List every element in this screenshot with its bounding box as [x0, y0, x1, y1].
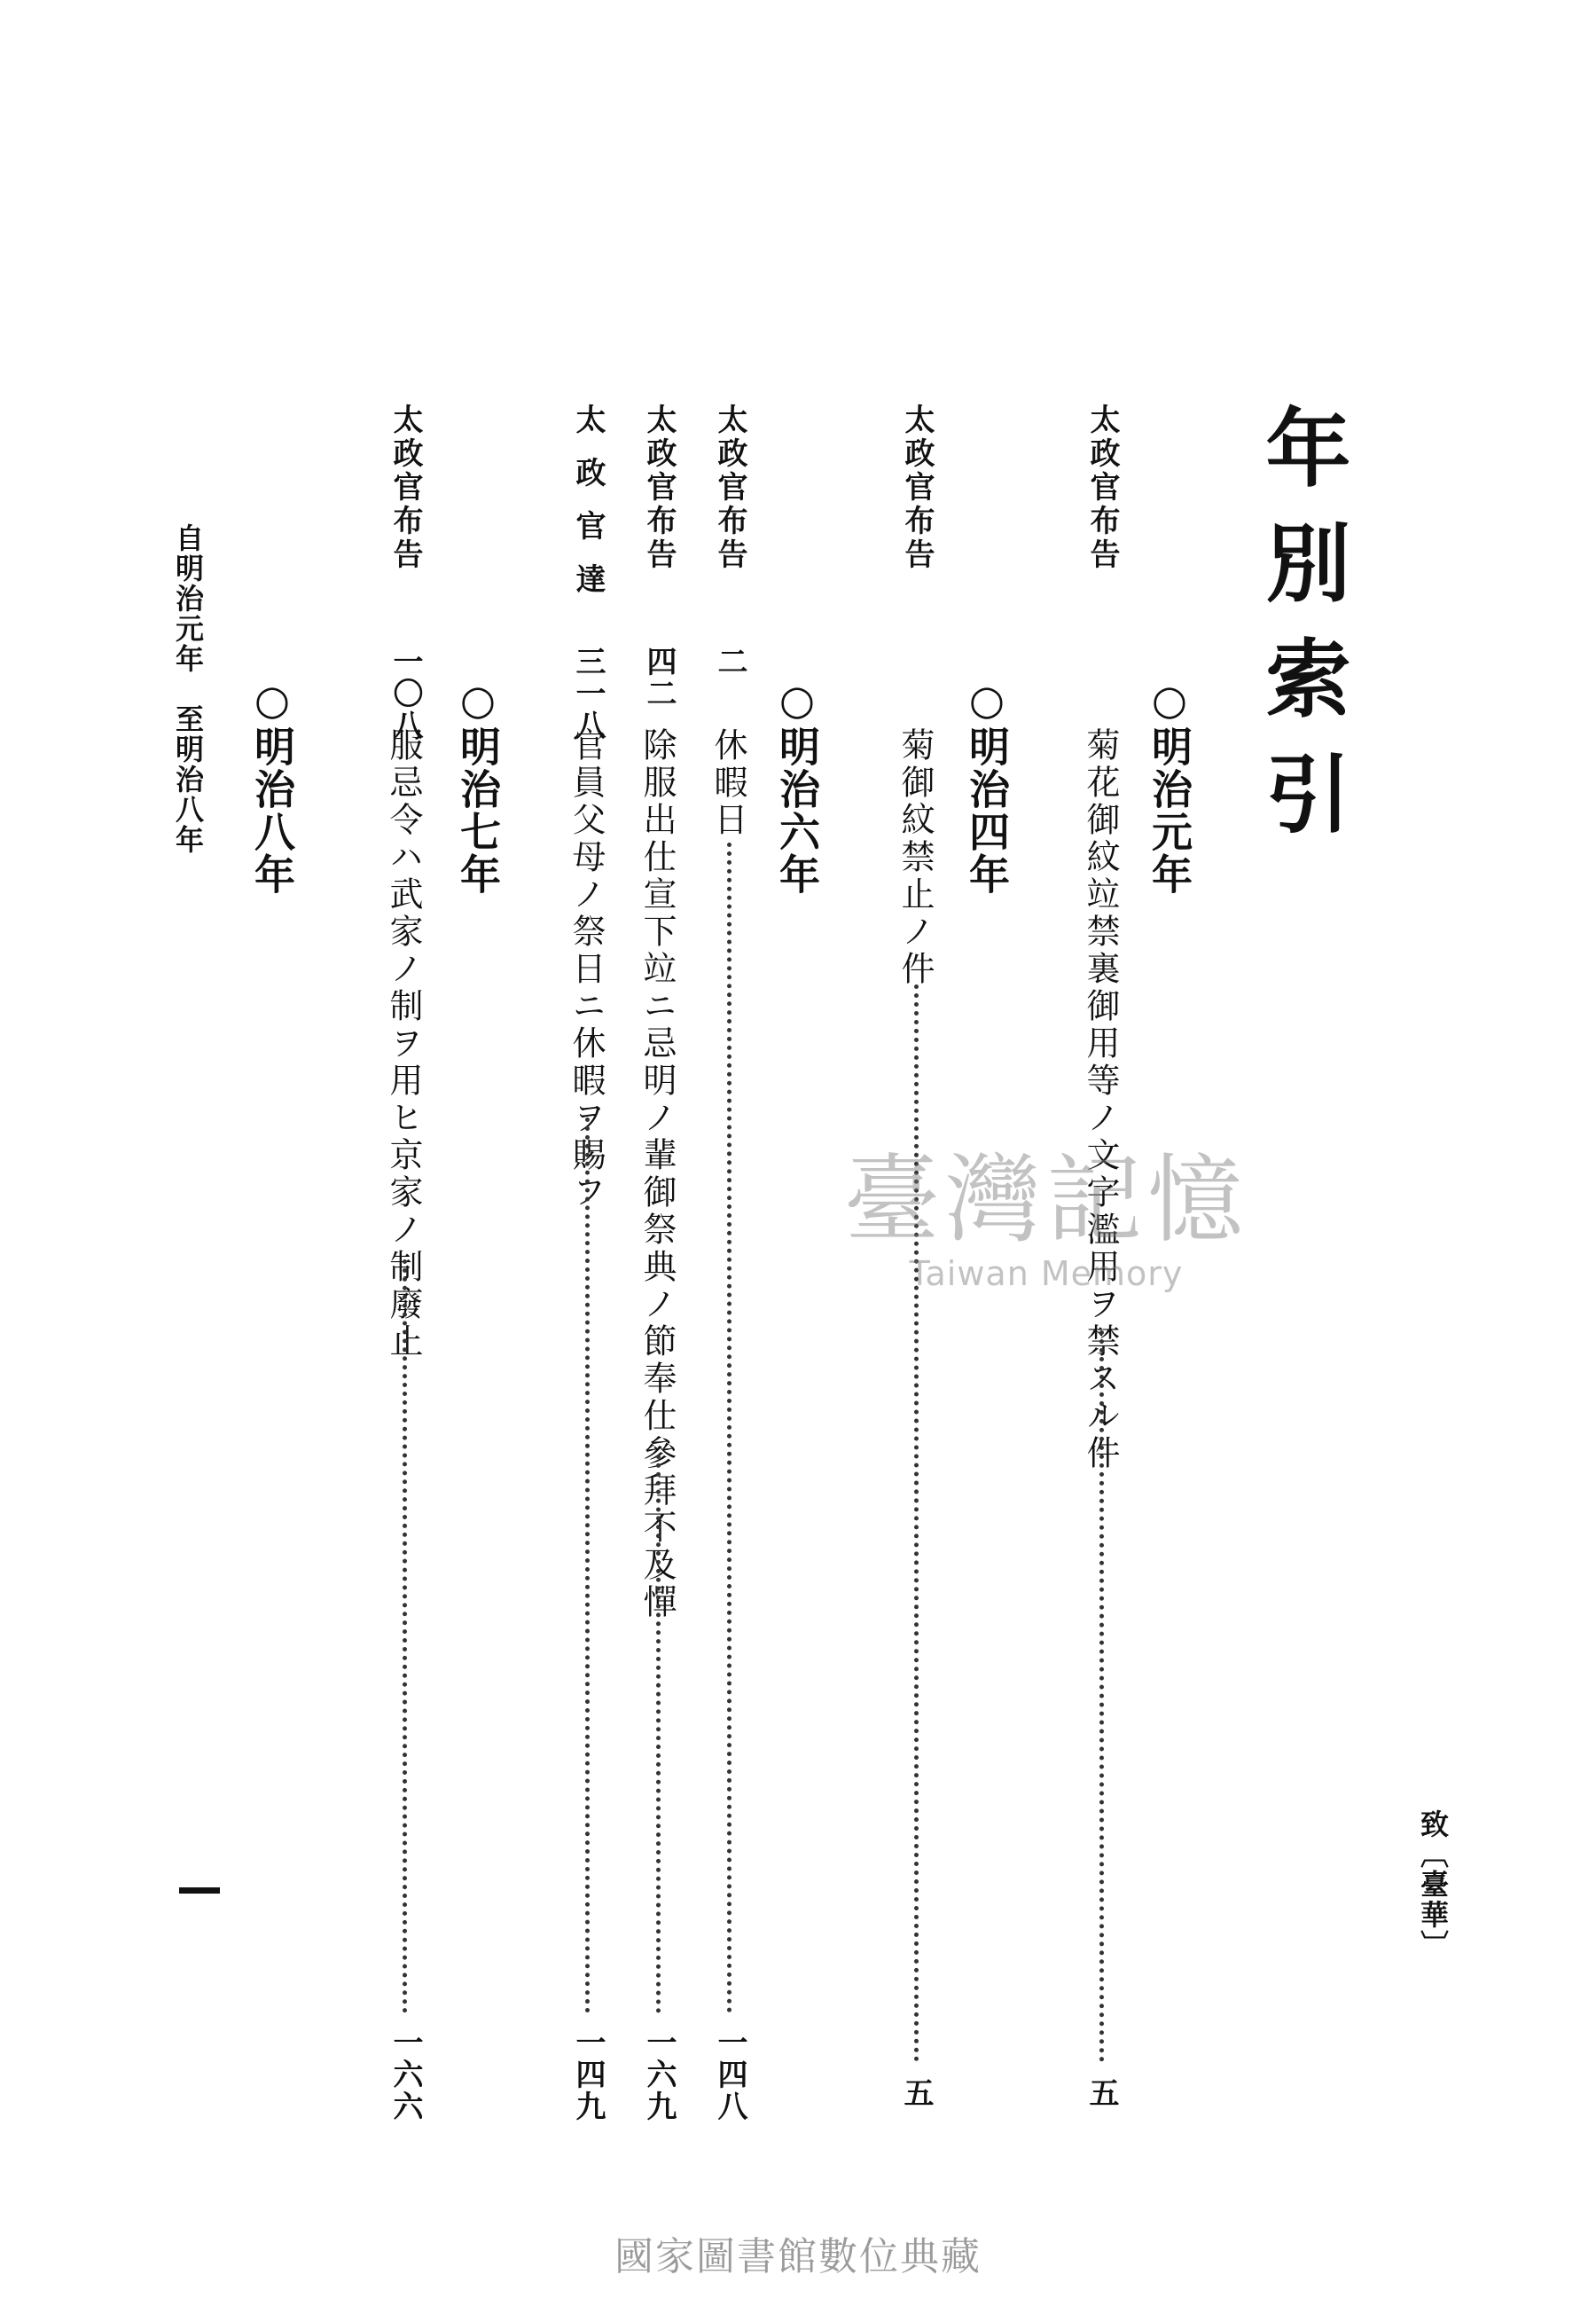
- year-heading-meiji-7: ○明治七年: [454, 676, 502, 896]
- entry-source: 太政官布告: [1084, 404, 1120, 572]
- entry-source: 太政官布告: [387, 404, 423, 572]
- dot-leader: [727, 843, 732, 2013]
- entry-text: 除服出仕宣下竝ニ忌明ノ輩御祭典ノ節奉仕參拜不及憚: [638, 727, 677, 1621]
- page-mark: [179, 1887, 220, 1894]
- entry-number: 三一八: [570, 646, 606, 741]
- entry-text: 服忌令ハ武家ノ制ヲ用ヒ京家ノ制廢止: [384, 727, 423, 1361]
- dot-leader: [1099, 1330, 1104, 2062]
- entry-text: 休暇日: [708, 727, 747, 839]
- page-title: 年別索引: [1252, 404, 1352, 865]
- dot-leader: [403, 1259, 407, 2013]
- entry-number: 二: [712, 646, 747, 678]
- year-heading-meiji-8: ○明治八年: [248, 676, 296, 896]
- entry-text: 菊御紋禁止ノ件: [896, 727, 935, 988]
- entry-source: 太政官布告: [899, 404, 935, 572]
- entry-number: 一〇八: [387, 646, 423, 741]
- running-head: 自明治元年 至明治八年: [171, 523, 205, 855]
- entry-page: 一六九: [641, 2027, 677, 2122]
- year-heading-meiji-4: ○明治四年: [963, 676, 1011, 896]
- entry-page: 一四八: [712, 2027, 747, 2122]
- entry-number: 四二: [641, 646, 677, 710]
- dot-leader: [914, 984, 919, 2062]
- footer-credit: 國家圖書館數位典藏: [614, 2234, 982, 2279]
- entry-source: 太政官布告: [712, 404, 747, 572]
- dot-leader: [585, 1118, 590, 2013]
- entry-text: 菊花御紋竝禁裏御用等ノ文字濫用ヲ禁スル件: [1081, 727, 1120, 1472]
- entry-page: 五: [898, 2077, 934, 2109]
- year-heading-meiji-1: ○明治元年: [1146, 676, 1193, 896]
- watermark-english: Taiwan Memory: [909, 1253, 1184, 1293]
- entry-page: 一四九: [570, 2027, 606, 2122]
- entry-text: 官員父母ノ祭日ニ休暇ヲ賜フ: [567, 727, 606, 1212]
- side-label: 致〔臺華〕: [1416, 1809, 1450, 1960]
- entry-source: 太政官布告: [641, 404, 677, 572]
- entry-page: 五: [1084, 2077, 1119, 2109]
- dot-leader: [656, 1455, 661, 2013]
- watermark-text: 臺灣記憶: [843, 1145, 1248, 1256]
- watermark-logo: [798, 1145, 1295, 1293]
- entry-page: 一六六: [387, 2027, 423, 2122]
- year-heading-meiji-6: ○明治六年: [773, 676, 821, 896]
- entry-source: 太政官達: [570, 404, 606, 616]
